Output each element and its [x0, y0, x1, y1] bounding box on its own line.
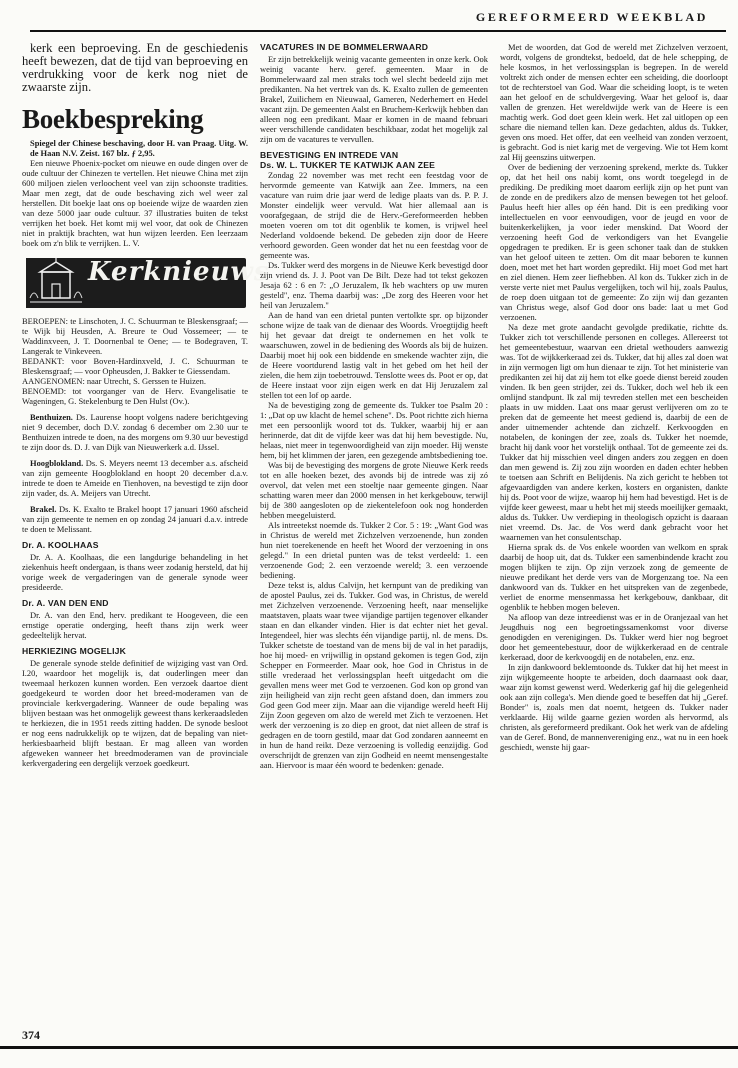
bedankt-text: BEDANKT: voor Boven-Hardinxveld, J. C. Schuurman te Bleskensgraaf; — voor Opheusden, J. Bakker te Giessendam. [22, 356, 248, 376]
herkiezing-text: De generale synode stelde definitief de wijziging vast van Ord. I.20, waardoor het mogelijk is, dat ouderlingen meer dan tweemaal herkozen kunnen worden. Een verzoek daartoe dient goedgekeurd te worden door het breed-moderamen van de provinciale kerkvergadering. Wanneer de oude bepaling was blijven bestaan was het onmogelijk geweest thans kerkeraadsleden te herkiezen, die in 1951 reeds zitting hadden. De synode besloot er nog eens nadrukkelijk op te wijzen, dat de bepaling van niet-herkiesbaarheid blijft bestaan. Er mag alleen van worden afgeweken wanneer het breedmoderamen van de provinciale kerkvergadering een dergelijk verzoek goedkeurt. [22, 658, 248, 768]
bevestiging-heading [260, 150, 488, 170]
vacatures-heading: VACATURES IN DE BOMMELERWAARD [260, 42, 429, 52]
brakel-lead: Brakel. [30, 504, 57, 514]
church-illustration-icon [26, 258, 86, 308]
article-paragraph: Aan de hand van een drietal punten vertolkte spr. op bijzonder schone wijze de taak van de dienaar des Woords. Vroegtijdig heeft hij het gevaar dat dreigt te ondernemen en het volk te waarschuwen, zowel in de bediening des Woords als bij de huizen. Daarbij moet hij ook een biddende en smekende wachter zijn, die de Heere voortdurend lastig valt in het gebed om het heil der zielen, die hem zijn toebetrouwd. Tenslotte wees ds. Poot er op, dat de Heere instaat voor zijn eigen werk en dat Hij Jeruzalem zal stellen tot een lof op aarde. [260, 310, 488, 400]
article-paragraph: Na afloop van deze intreedienst was er in de Oranjezaal van het Jeugdhuis nog een begroetingssamenkomst voor diverse genodigden en verenigingen. Ds. Tukker werd hier nog begroet door het gemeentebestuur, door de wijkkerkeraad en de centrale kerkeraad, door de kerkvoogdij en de notabelen, enz. enz. [500, 612, 728, 662]
article-paragraph: Na de bevestiging zong de gemeente ds. Tukker toe Psalm 20 : 1: „Dat op uw klacht de hemel schene". Ds. Poot richtte zich hierna met een persoonlijk woord tot ds. Tukker, waarbij hij er aan herinnerde, dat dit de vijfde keer was dat hij hem bevestigde. Nu, helaas, niet meer in tegenwoordigheid van zijn moeder. Hij wenste hem, bij het klimmen der jaren, een gezegende ambtsbediening toe. [260, 400, 488, 460]
aangenomen-text: AANGENOMEN: naar Utrecht, S. Gerssen te Huizen. [22, 376, 206, 386]
book-review-text: Een nieuwe Phoenix-pocket om nieuwe en oude dingen over de oude cultuur der Chinezen te vertellen. Het nieuwe China met zijn 600 miljoen zielen verloochent veel van zijn schoonste tradities. Maar men zegt, dat de oude beschaving zich wel weer zal herstellen. Dit boekje laat ons op boeiende wijze de waarden zien van deze 5000 jaar oude cultuur. 37 illustraties buiten de tekst verrijken het boek. Het komt mij wel voor, dat ook de Chinezen niet in praktijk brachten, wat hun wijzen leerden. Een leerzaam boek om z'n blik te verrijken. L. V. [22, 158, 248, 248]
benthuizen-lead: Benthuizen. [30, 412, 73, 422]
article-paragraph: Als intreetekst noemde ds. Tukker 2 Cor. 5 : 19: „Want God was in Christus de wereld met Zichzelven verzoenende, hun zonden hun niet toerekenende en heeft het Woord der verzoening in ons gelegd." In een drietal punten was de tekst verdeeld: 1. een verzoenende God; 2. een verzoende wereld; 3. een verzoende bediening. [260, 520, 488, 580]
bottom-rule [0, 1046, 738, 1049]
beroepen-text: BEROEPEN: te Linschoten, J. C. Schuurman te Bleskensgraaf; — te Wijk bij Heusden, A. Breure te Oud Vossemeer; — te Waddinxveen, J. T. Doornenbal te Oene; — te Bodegraven, T. Langerak te Vinkeveen. [22, 316, 248, 356]
bevestiging-heading-line-1: BEVESTIGING EN INTREDE VAN [260, 150, 399, 160]
article-paragraph: Hierna sprak ds. de Vos enkele woorden van welkom en sprak daarbij de hoop uit, dat ds. Tukker een samenbindende kracht zou mogen blijken te zijn. Op zijn verzoek zong de gemeente de nieuwe predikant het derde vers van de Morgenzang toe. Na een dankwoord van ds. Tukker en het uitspreken van de zegenbede, verliet de enorme mensenmassa het kerkgebouw, dankbaar, dit ogenblik te hebben mogen beleven. [500, 542, 728, 612]
benthuizen-text: Ds. Laurense hoopt volgens nadere berichtgeving niet 9 december, doch D.V. zondag 6 december om 2.30 uur te Benthuizen intrede te doen, na des morgens om 9.30 uur bevestigd te zijn door ds. D. J. van Dijk van Nieuwerkerk a.d. IJssel. [22, 412, 248, 452]
vacatures-text: Er zijn betrekkelijk weinig vacante gemeenten in onze kerk. Ook weinig vacante herv. geref. gemeenten. Maar in de Bommelerwaard zal men straks toch wel slecht bedeeld zijn met predikanten. Na het vertrek van ds. K. Exalto zullen de gemeenten Brakel, Zuilichem en Nieuwaal, Gameren, Nederhemert en Hedel vacant zijn. De gemeenten Aalst en Bruchem-Kerkwijk hebben dan alleen nog een predikant. Maar er komen in de maand februari weer verschillende candidaten beschikbaar, zodat het mogelijk zal zijn om de vacatures te vervullen. [260, 54, 488, 144]
koolhaas-heading: Dr. A. KOOLHAAS [22, 540, 99, 550]
herkiezing-heading: HERKIEZING MOGELIJK [22, 646, 127, 656]
article-paragraph: Deze tekst is, aldus Calvijn, het kernpunt van de prediking van de apostel Paulus, zei ds. Tukker. God was, in Christus, de wereld met Zichzelven verzoenende. Verzoening heeft, naar menselijke maatstaven, plaats waar twee vijandige partijen tegenover elkander staan en dan elkander vinden. Hier is dat echter niet het geval. Integendeel, hier was slechts één vijandige partij, nl. de mens. Ds. Tukker schetste de toestand van de mens bij de val in het paradijs, hoe hij moed- en vrijwillig in opstand gekomen is tegen God, zijn Schepper en Formeerder. Maar ook, hoe God in Christus in de stille vrederaad het verlossingsplan heeft uitgedacht om die gevallen mens weer met God te verzoenen. God kon op grond van zijn heiligheid van zijn recht geen afstand doen, dan immers zou God geen God meer zijn. Maar aan die vijandige wereld heeft Hij Zijn Zoon gegeven om alzo de wereld met Zich te verzoenen. Het werk der verzoening is zo diep en groot, dat niet alleen de straf is gedragen en de toorn gestild, maar dat God zondaren aanneemt en in hun de hand reikt. Deze verzoening is volledig eenzijdig. God overschrijdt de grenzen van zijn Godheid en neemt mensengestalte aan. Hiervoor is maar één woord te bedenken: genade. [260, 580, 488, 770]
header-rule [30, 30, 726, 32]
boekbespreking-heading: Boekbespreking [22, 104, 204, 134]
bevestiging-heading-line-2: Ds. W. L. TUKKER TE KATWIJK AAN ZEE [260, 160, 436, 170]
column-2 [260, 42, 488, 770]
koolhaas-text: Dr. A. A. Koolhaas, die een langdurige behandeling in het ziekenhuis heeft ondergaan, is thans weer zodanig hersteld, dat hij vorige week de vergaderingen van de generale synode weer presideerde. [22, 552, 248, 592]
kerknieuws-title: Kerknieuws [88, 257, 270, 287]
benoemd-text: BENOEMD: tot voorganger van de Herv. Evangelisatie te Wageningen, G. Stekelenburg te Den Hulst (Ov.). [22, 386, 248, 406]
article-paragraph: Was bij de bevestiging des morgens de grote Nieuwe Kerk reeds tot en alle hoeken bezet, des avonds bij de intrede was zij zó overvol, dat velen met een stoeltje naar gemeente gingen. Naar schatting waren meer dan 2000 mensen in het kerkgebouw, terwijl bij de 380 aangesloten op de ziekentelefoon ook nog honderden hebben meegeluisterd. [260, 460, 488, 520]
column-3 [500, 42, 728, 752]
hoogblokland-item [22, 458, 248, 498]
kerknieuws-banner [26, 257, 270, 308]
article-paragraph: Ds. Tukker werd des morgens in de Nieuwe Kerk bevestigd door zijn vriend ds. J. J. Poot van De Bilt. Deze had tot tekst gekozen Jesaja 62 : 6 en 7: „O Jeruzalem, Ik heb wachters op uw muren gesteld", enz. Thema daarbij was: „De zorg des Heeren voor het heil van Jeruzalem." [260, 260, 488, 310]
hoogblokland-text: Ds. S. Meyers neemt 13 december a.s. afscheid van zijn gemeente Hoogblokland en hoopt 20 december d.a.v. intrede te doen te Ameide en Tienhoven, na bevestigd te zijn door zijn vader, ds. A. Meijers van Utrecht. [22, 458, 248, 498]
book-title-line [22, 138, 248, 158]
brakel-item [22, 504, 248, 534]
publication-title: GEREFORMEERD WEEKBLAD [475, 10, 708, 24]
article-paragraph: In zijn dankwoord beklemtoonde ds. Tukker dat hij het meest in zijn wijkgemeente hoopte te arbeiden, doch daarnaast ook daar, waar zijn komst gewenst werd. Wederkerig gaf hij die gelegenheid ook aan zijn collega's. Men diende goed te beseffen dat hij „Geref. Bonder" is, zoals men dat noemt, hetgeen ds. Tukker nader verklaarde. Hij wilde gaarne gezien worden als hervormd, als christen, als gereformeerd predikant. Ook het werk van de afdeling van de Geref. Bond, de mannenvereniging enz., wat nu in een hoek geschiedt, wenste hij gaar- [500, 662, 728, 752]
article-paragraph: Met de woorden, dat God de wereld met Zichzelven verzoent, wordt, volgens de grondtekst, bedoeld, dat de hele schepping, de hele kosmos, in het verlossingsplan is begrepen. In de wereld voltrekt zich onder de mensen echter een scheiding, die doorloopt tot de rechterstoel van God. Waar die scheiding loopt, is te weten aan het geloof en de schuldvergeving. Waar het geloof is, daar vallen de grenzen. Het wereldwijde werk van de Heere is een machtig werk. God doet geen klein werk. Het zal uitlopen op een schare die niemand tellen kan. Deze gedachten, aldus ds. Tukker, geven ons moed. Het offer, dat een veelheid van zonden verzoent, is gebracht. God is niet karig met de vergeving. Wie tot Hem komt zal Hij geenszins uitwerpen. [500, 42, 728, 162]
page-header [20, 4, 726, 32]
brakel-text: Ds. K. Exalto te Brakel hoopt 17 januari 1960 afscheid van zijn gemeente te nemen en op zondag 24 januari d.a.v. intrede te doen te Melissant. [22, 504, 248, 534]
column-1 [22, 41, 270, 768]
article-paragraph: Na deze met grote aandacht gevolgde predikatie, richtte ds. Tukker zich tot verschillende personen en colleges. Allereerst tot het gemeentebestuur, waarvan een drietal wethouders aanwezig was. Tot de wijkkerkeraad zei ds. Tukker, dat hij alles zal doen wat in zijn vermogen ligt om hun dienaar te zijn. Tot het ministerie van predikanten zei hij dat zij hem tot elke goede dienst bereid zouden vinden. Ik ben geen strijder, zei ds. Tukker, doch wel heb ik een omlijnd standpunt. Ik zal mij tevreden stellen met een bescheiden plaats in uw midden. Laat ons maar gerust verlijveren om zo te preken dat de gemeente het meest gediend is, daarbij de een de ander uitnemender achtende dan zichzelf. Kerkvoogden en notabelen, de koningen der zee, zoals ds. Tukker het noemde, bracht hij dank voor het vorstelijk onthaal. Tot de gemeente zei ds. Tukker dat hij misschien veel dingen anders zou zeggen en doen dan men gewend is. Zij zou zijn woorden en daden echter hebben te toetsen aan Schrift en Belijdenis. Na zich gericht te hebben tot afgevaardigden van andere kerken, kosters en organisten, dankte hij ds. Poot voor de wijze, waarop hij hem had bevestigd. Het is de vijfde keer geweest, maar u hebt het mij steeds moeilijker gemaakt, aldus ds. Tukker. Uw verdieping in theologisch opzicht is daaraan niet vreemd. Ds. Jac. de Vos werd dank gebracht voor het waarnemen van het consulentschap. [500, 322, 728, 542]
benthuizen-item [22, 412, 248, 452]
intro-paragraph: kerk een beproeving. En de geschiedenis heeft bewezen, dat de tijd van beproeving en verdrukking voor de kerk nog niet de zwaarste zijn. [22, 41, 248, 94]
vandend-text: Dr. A. van den End, herv. predikant te Hoogeveen, die een ernstige operatie onderging, heeft thans zijn werk weer gedeeltelijk hervat. [22, 610, 248, 640]
vandend-heading: Dr. A. VAN DEN END [22, 598, 109, 608]
article-paragraph: Over de bediening der verzoening sprekend, merkte ds. Tukker op, dat het heil ons nabij komt, ons wordt toegelegd in de prediking. De prediking moet daarom eerlijk zijn op het punt van de zonde en de predikers alzo de mensen bewegen tot het geloof. Paulus heeft hier alles op één hand. Dit is een prediking voor intellectuelen en voor eenvoudigen, voor de jeugd en voor de buitenkerkelijken, ja voor ieder menskind. Dat Woord der verzoening heeft God de verkondigers van het Evangelie opgedragen te prediken. Er is geen schoner taak dan de stukken van het geloof uiteen te zetten. Om dit maar beboren te kunnen doen, moet met het hart worden gepredikt. Hij moet God met hart en ziel dienen. Hem zeer liefhebben. Al kon ds. Tukker zich in de verste verte niet met Paulus vergelijken, toch wil hij, zoals Paulus, de roep doen uitgaan tot de gemeente: Zo zijn wij dan gezanten van Christus wege, alsof God door ons bade: laat u met God verzoenen. [500, 162, 728, 322]
article-paragraph: Zondag 22 november was met recht een feestdag voor de hervormde gemeente van Katwijk aan Zee. Immers, na een vacature van ruim drie jaar werd de ledige plaats van ds. P. P. J. Monster eindelijk weer vervuld. Wat hier allemaal aan is voorafgegaan, de strijd die de Herv.-Gereformeerden hebben moeten voeren om tot dit ogenblik te komen, is vrijwel heel Nederland voldoende bekend. De gebeden zijn door de Heere verhoord geworden. Geen wonder dat het nu een feestdag voor de gemeente was. [260, 170, 488, 260]
page-number: 374 [22, 1028, 40, 1042]
book-title-text: Spiegel der Chinese beschaving, door H. van Praag. Uitg. W. de Haan N.V. Zeist. 167 blz. ƒ 2,95. [30, 138, 248, 158]
hoogblokland-lead: Hoogblokland. [30, 458, 84, 468]
